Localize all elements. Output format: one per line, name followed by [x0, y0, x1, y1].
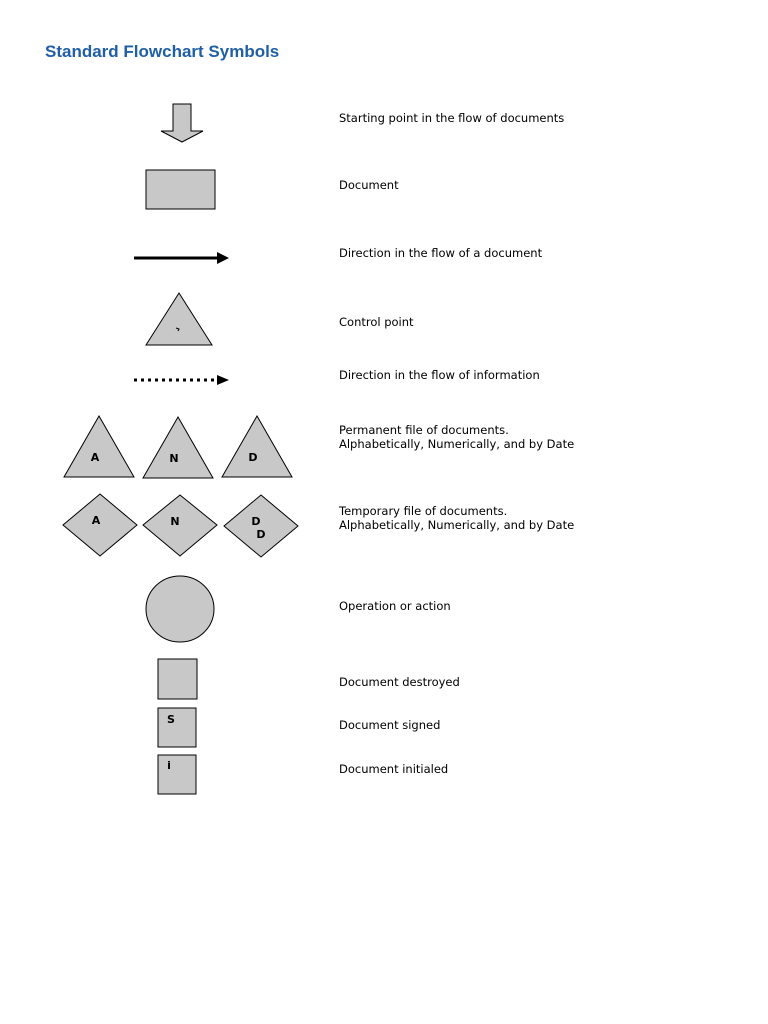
- diamond-icon: [143, 495, 217, 556]
- square-icon: [158, 659, 197, 699]
- diamond-letter: D: [256, 528, 266, 541]
- square-icon: [158, 755, 196, 794]
- down-arrow-icon: [161, 104, 203, 142]
- triangle-icon: [146, 293, 212, 345]
- description-line: Alphabetically, Numerically, and by Date: [339, 437, 575, 451]
- triangle-letter: A: [90, 451, 100, 464]
- triangle-letter: N: [169, 452, 179, 465]
- rectangle-icon: [146, 170, 215, 209]
- symbol-description: Document destroyed: [339, 675, 460, 689]
- dotted-arrow-icon: [134, 375, 229, 385]
- symbol-description: Direction in the flow of information: [339, 368, 540, 382]
- symbol-description: Control point: [339, 315, 414, 329]
- symbol-description: [339, 504, 574, 532]
- triangle-icon: [64, 416, 134, 477]
- description-line: Temporary file of documents.: [339, 504, 508, 518]
- triangle-letter: D: [248, 451, 258, 464]
- square-letter: S: [167, 713, 175, 726]
- diamond-letter: A: [91, 514, 101, 527]
- description-line: Alphabetically, Numerically, and by Date: [339, 518, 575, 532]
- triangle-icon: [222, 416, 292, 477]
- symbol-description: Starting point in the flow of documents: [339, 111, 565, 125]
- symbol-description: Document: [339, 178, 399, 192]
- symbol-description: Document signed: [339, 718, 441, 732]
- solid-arrow-icon: [134, 252, 229, 264]
- description-line: Permanent file of documents.: [339, 423, 509, 437]
- page-title: Standard Flowchart Symbols: [45, 42, 280, 61]
- symbol-description: Direction in the flow of a document: [339, 246, 543, 260]
- triangle-icon: [143, 417, 213, 478]
- diamond-letter: N: [170, 515, 180, 528]
- diamond-icon: [63, 494, 137, 556]
- symbol-description: Document initialed: [339, 762, 449, 776]
- symbol-description: [339, 423, 574, 451]
- square-icon: [158, 708, 196, 747]
- diamond-letter: D: [251, 515, 261, 528]
- circle-icon: [146, 576, 214, 642]
- diamond-icon: [224, 495, 298, 557]
- square-letter: i: [167, 759, 171, 772]
- symbol-description: Operation or action: [339, 599, 451, 613]
